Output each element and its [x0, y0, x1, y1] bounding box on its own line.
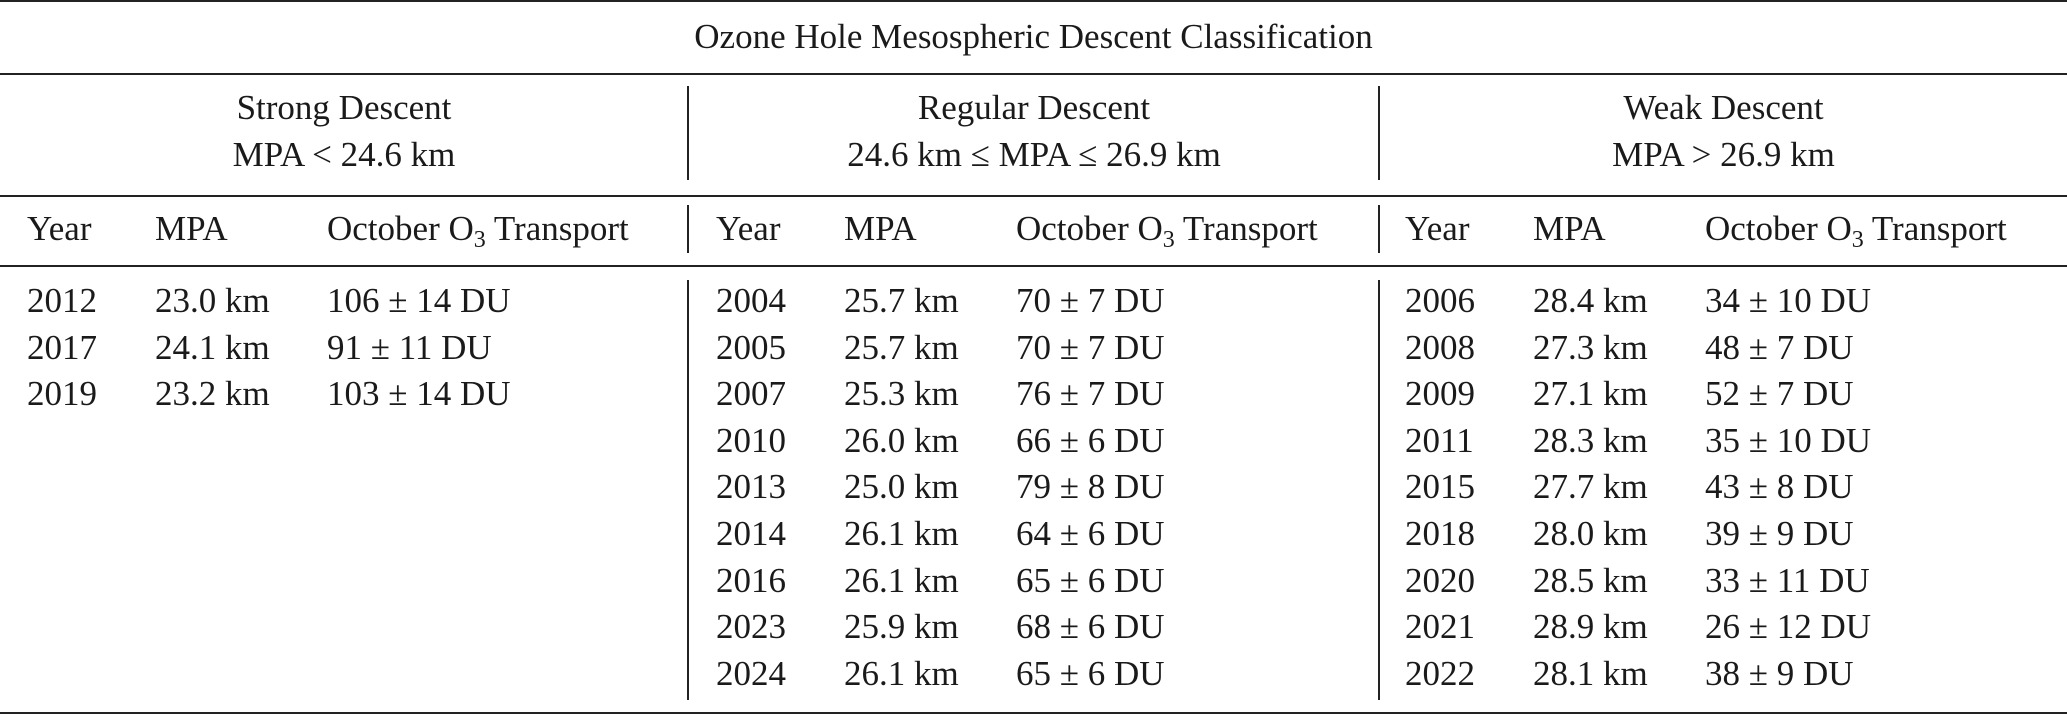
- mpa-cell: 27.3 km: [1533, 327, 1648, 367]
- year-cell: 2010: [716, 420, 786, 460]
- year-cell: 2008: [1405, 327, 1475, 367]
- mpa-cell: 23.0 km: [155, 281, 270, 320]
- year-cell: 2006: [1405, 281, 1475, 320]
- column-separator: [1378, 205, 1380, 253]
- year-cell: 2018: [1405, 514, 1475, 553]
- transport-cell: 106 ± 14 DU: [327, 281, 511, 320]
- year-cell: 2020: [1405, 560, 1475, 600]
- transport-cell: 33 ± 11 DU: [1705, 560, 1870, 600]
- column-separator: [687, 205, 689, 253]
- year-cell: 2016: [716, 560, 786, 600]
- column-header-mpa: MPA: [844, 209, 917, 248]
- column-header-year: Year: [1405, 209, 1470, 248]
- year-cell: 2013: [716, 467, 786, 507]
- mpa-cell: 25.3 km: [844, 374, 959, 414]
- transport-cell: 103 ± 14 DU: [327, 374, 511, 414]
- column-header-mpa: MPA: [155, 209, 228, 248]
- year-cell: 2021: [1405, 607, 1475, 647]
- transport-cell: 68 ± 6 DU: [1016, 607, 1165, 647]
- year-cell: 2011: [1405, 420, 1474, 460]
- transport-cell: 52 ± 7 DU: [1705, 374, 1854, 414]
- transport-cell: 64 ± 6 DU: [1016, 514, 1165, 553]
- transport-cell: 66 ± 6 DU: [1016, 420, 1165, 460]
- mpa-cell: 25.9 km: [844, 607, 959, 647]
- column-header-transport: October $O_3$ Transport: [1016, 209, 1318, 253]
- mpa-cell: 26.1 km: [844, 560, 959, 600]
- mpa-cell: 25.7 km: [844, 327, 959, 367]
- year-cell: 2019: [27, 374, 97, 414]
- column-header-transport: October $O_3$ Transport: [327, 209, 629, 253]
- mpa-cell: 28.4 km: [1533, 281, 1648, 320]
- transport-cell: 43 ± 8 DU: [1705, 467, 1854, 507]
- group-rule: [0, 195, 2067, 197]
- year-cell: 2015: [1405, 467, 1475, 507]
- mpa-cell: 28.3 km: [1533, 420, 1648, 460]
- transport-cell: 76 ± 7 DU: [1016, 374, 1165, 414]
- year-cell: 2005: [716, 327, 786, 367]
- mpa-cell: 26.1 km: [844, 653, 959, 693]
- transport-cell: 65 ± 6 DU: [1016, 560, 1165, 600]
- year-cell: 2012: [27, 281, 97, 320]
- group-name-regular: Regular Descent: [917, 88, 1151, 127]
- table-title: Ozone Hole Mesospheric Descent Classification: [694, 17, 1373, 56]
- group-criterion-regular: 24.6 km ≤ MPA ≤ 26.9 km: [847, 135, 1221, 174]
- group-name-weak: Weak Descent: [1623, 88, 1824, 127]
- transport-cell: 79 ± 8 DU: [1016, 467, 1165, 507]
- year-cell: 2004: [716, 281, 786, 320]
- mpa-cell: 28.9 km: [1533, 607, 1648, 647]
- year-cell: 2009: [1405, 374, 1475, 414]
- year-cell: 2022: [1405, 653, 1475, 693]
- transport-cell: 38 ± 9 DU: [1705, 653, 1854, 693]
- group-name-strong: Strong Descent: [236, 88, 452, 127]
- column-separator: [1378, 280, 1380, 700]
- transport-cell: 34 ± 10 DU: [1705, 281, 1872, 320]
- transport-cell: 70 ± 7 DU: [1016, 281, 1165, 320]
- title-rule: [0, 73, 2067, 75]
- year-cell: 2017: [27, 327, 97, 367]
- transport-cell: 70 ± 7 DU: [1016, 327, 1165, 367]
- mpa-cell: 28.1 km: [1533, 653, 1648, 693]
- column-header-transport: October $O_3$ Transport: [1705, 209, 2007, 253]
- year-cell: 2024: [716, 653, 786, 693]
- mpa-cell: 23.2 km: [155, 374, 270, 414]
- top-rule: [0, 0, 2067, 2]
- year-cell: 2014: [716, 514, 786, 553]
- mpa-cell: 25.0 km: [844, 467, 959, 507]
- mpa-cell: 28.0 km: [1533, 514, 1648, 553]
- mpa-cell: 28.5 km: [1533, 560, 1648, 600]
- mpa-cell: 24.1 km: [155, 327, 270, 367]
- mpa-cell: 26.0 km: [844, 420, 959, 460]
- column-header-mpa: MPA: [1533, 209, 1606, 248]
- mpa-cell: 27.7 km: [1533, 467, 1648, 507]
- year-cell: 2023: [716, 607, 786, 647]
- transport-cell: 26 ± 12 DU: [1705, 607, 1872, 647]
- column-header-year: Year: [27, 209, 92, 248]
- header-rule: [0, 265, 2067, 267]
- year-cell: 2007: [716, 374, 786, 414]
- column-header-year: Year: [716, 209, 781, 248]
- group-criterion-weak: MPA > 26.9 km: [1612, 135, 1835, 174]
- mpa-cell: 25.7 km: [844, 281, 959, 320]
- column-separator: [687, 280, 689, 700]
- mpa-cell: 27.1 km: [1533, 374, 1648, 414]
- transport-cell: 91 ± 11 DU: [327, 327, 492, 367]
- transport-cell: 39 ± 9 DU: [1705, 514, 1854, 553]
- transport-cell: 35 ± 10 DU: [1705, 420, 1872, 460]
- mpa-cell: 26.1 km: [844, 514, 959, 553]
- transport-cell: 65 ± 6 DU: [1016, 653, 1165, 693]
- transport-cell: 48 ± 7 DU: [1705, 327, 1854, 367]
- group-criterion-strong: MPA < 24.6 km: [232, 135, 456, 174]
